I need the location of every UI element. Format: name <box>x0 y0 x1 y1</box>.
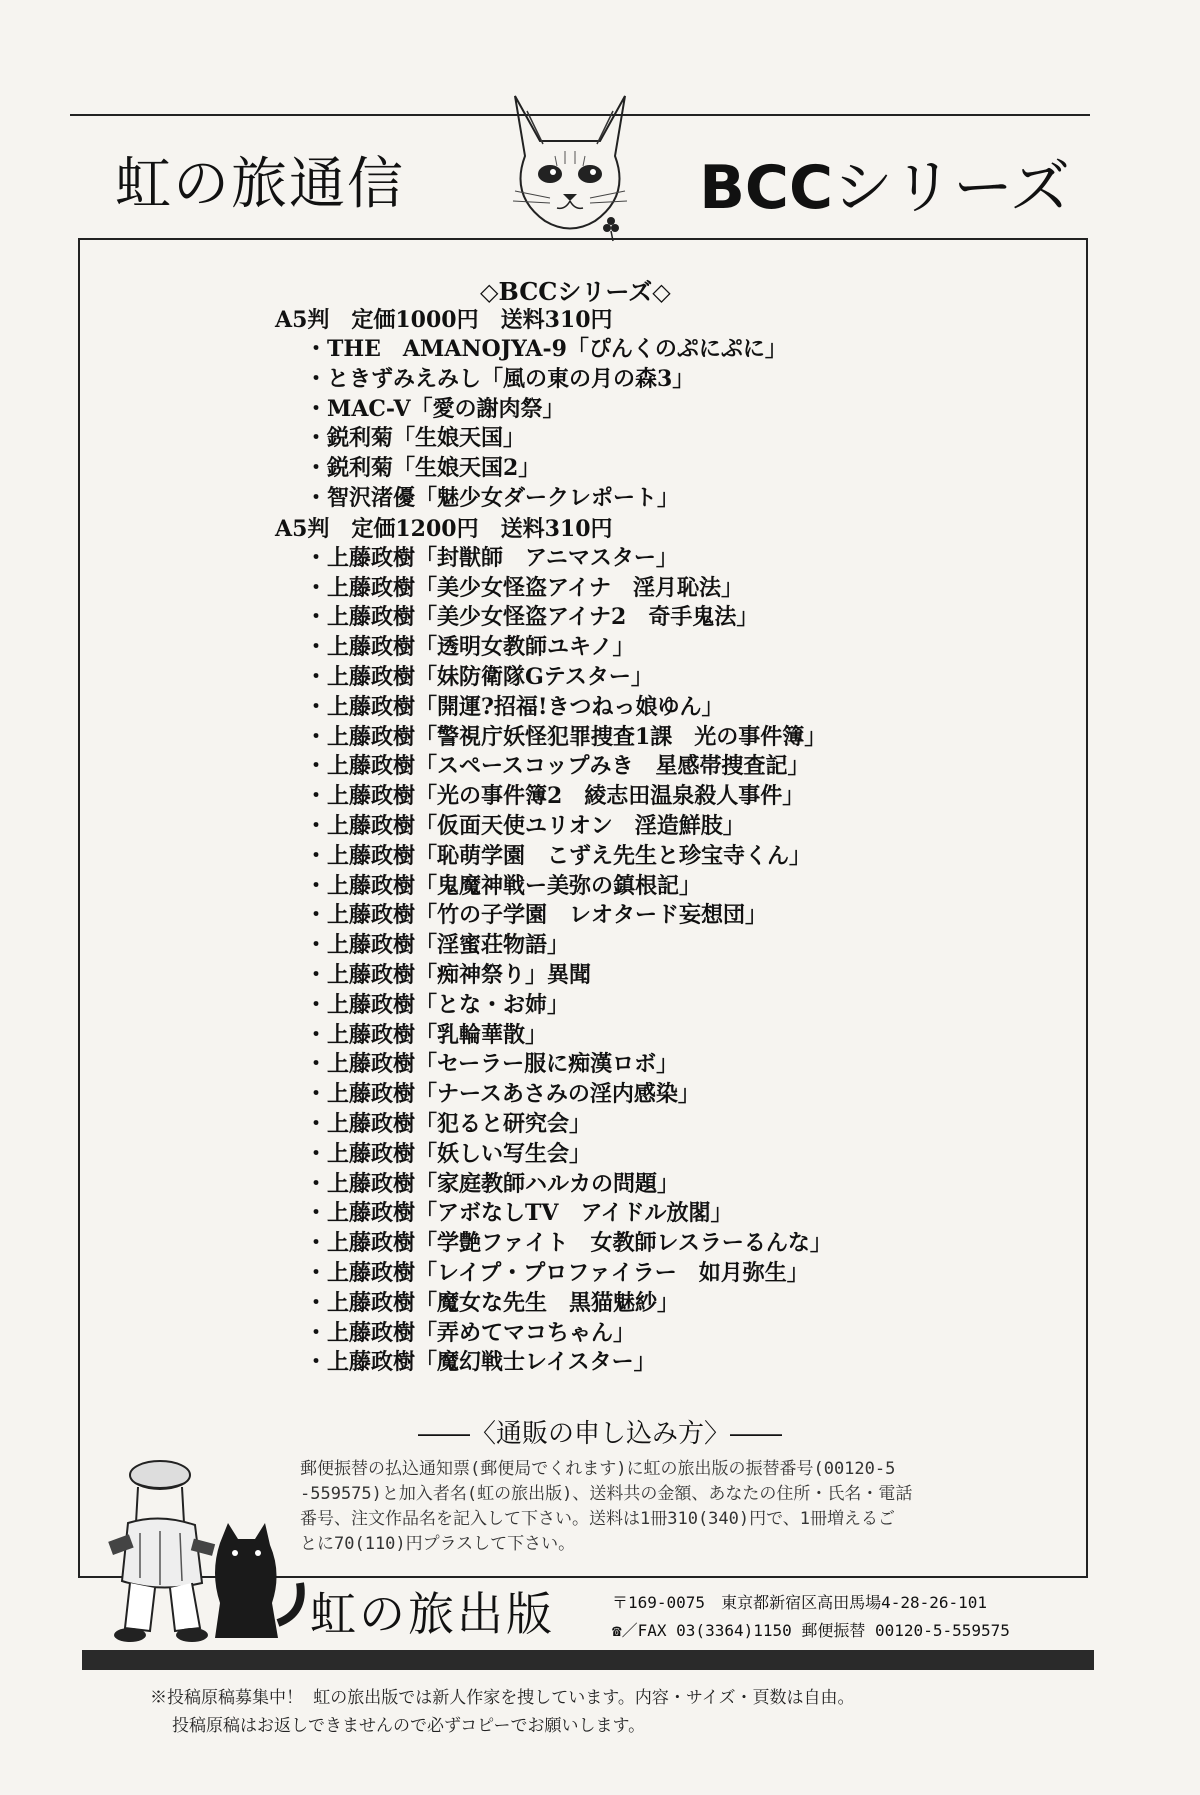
publisher-address: 〒169-0075 東京都新宿区高田馬場4-28-26-101 <box>612 1593 988 1612</box>
catalog-list <box>275 305 832 1378</box>
notice-line: ※投稿原稿募集中！ 虹の旅出版では新人作家を捜しています。内容・サイズ・頁数は自由。 <box>150 1688 855 1708</box>
submission-notice <box>150 1684 855 1740</box>
series-header-latin: BCC <box>699 153 833 223</box>
list-item: ・上藤政樹「魔幻戦士レイスター」 <box>305 1349 656 1376</box>
list-item: ・上藤政樹「鬼魔神戦ー美弥の鎮根記」 <box>305 872 702 899</box>
list-item: ・上藤政樹「スペースコップみき 星感帯捜査記」 <box>305 753 810 780</box>
list-item: ・上藤政樹「とな・お姉」 <box>305 991 570 1018</box>
order-line: とに70(110)円プラスして下さい。 <box>300 1534 576 1554</box>
list-item: ・上藤政樹「透明女教師ユキノ」 <box>305 634 635 661</box>
price-group <box>275 514 832 1378</box>
list-item: ・上藤政樹「警視庁妖怪犯罪捜査1課 光の事件簿」 <box>305 723 827 750</box>
list-item: ・上藤政樹「ナースあさみの淫内感染」 <box>305 1081 700 1108</box>
list-item: ・上藤政樹「仮面天使ユリオン 淫造鮮肢」 <box>305 812 745 839</box>
list-item: ・上藤政樹「開運?招福!きつねっ娘ゆん」 <box>305 693 724 720</box>
order-line: 番号、注文作品名を記入して下さい。送料は1冊310(340)円で、1冊増えるご <box>300 1509 896 1529</box>
price-line: A5判 定価1200円 送料310円 <box>275 515 613 542</box>
order-line: 郵便振替の払込通知票(郵便局でくれます)に虹の旅出版の振替番号(00120-5 <box>300 1459 896 1479</box>
list-item: ・上藤政樹「美少女怪盗アイナ2 奇手鬼法」 <box>305 604 759 631</box>
list-item: ・上藤政樹「学艶ファイト 女教師レスラーるんな」 <box>305 1230 832 1257</box>
newsletter-title: 虹の旅通信 <box>115 152 405 217</box>
list-item: ・上藤政樹「犯ると研究会」 <box>305 1110 592 1137</box>
list-item: ・上藤政樹「家庭教師ハルカの問題」 <box>305 1170 680 1197</box>
cat-face-icon <box>495 86 645 246</box>
list-item: ・上藤政樹「恥萌学園 こずえ先生と珍宝寺くん」 <box>305 842 812 869</box>
list-item: ・上藤政樹「淫蜜荘物語」 <box>305 932 570 959</box>
list-item: ・上藤政樹「弄めてマコちゃん」 <box>305 1319 636 1346</box>
list-item: ・上藤政樹「レイプ・プロファイラー 如月弥生」 <box>305 1259 809 1286</box>
bottom-bar <box>82 1650 1094 1670</box>
list-item: ・上藤政樹「光の事件簿2 綾志田温泉殺人事件」 <box>305 783 805 810</box>
list-item: ・上藤政樹「アボなしTV アイドル放閣」 <box>305 1200 733 1227</box>
list-item: ・ときずみえみし「風の東の月の森3」 <box>305 365 695 392</box>
series-header <box>699 140 1070 226</box>
list-item: ・上藤政樹「封獣師 アニマスター」 <box>305 544 678 571</box>
series-title: ◇BCCシリーズ◇ <box>480 277 671 306</box>
order-line: -559575)と加入者名(虹の旅出版)、送料共の金額、あなたの住所・氏名・電話 <box>300 1484 913 1504</box>
list-item: ・THE AMANOJYA-9「ぴんくのぷにぷに」 <box>305 336 787 362</box>
list-item: ・鋭利菊「生娘天国2」 <box>305 455 541 482</box>
list-item: ・上藤政樹「妹防衛隊Gテスター」 <box>305 663 653 690</box>
order-instructions <box>300 1457 1060 1557</box>
list-item: ・上藤政樹「セーラー服に痴漢ロボ」 <box>305 1051 679 1078</box>
list-item: ・上藤政樹「魔女な先生 黒猫魅紗」 <box>305 1289 680 1316</box>
list-item: ・上藤政樹「痴神祭り」異聞 <box>305 961 592 988</box>
publisher-name: 虹の旅出版 <box>310 1587 555 1641</box>
list-item: ・MAC-V「愛の謝肉祭」 <box>305 395 565 422</box>
publisher-contact: ☎／FAX 03(3364)1150 郵便振替 00120-5-559575 <box>612 1621 1010 1640</box>
list-item: ・上藤政樹「美少女怪盗アイナ 淫月恥法」 <box>305 574 744 601</box>
price-line: A5判 定価1000円 送料310円 <box>275 307 613 333</box>
order-heading: ――〈通販の申し込み方〉―― <box>418 1419 783 1449</box>
list-item: ・上藤政樹「乳輪華散」 <box>305 1021 548 1048</box>
series-header-kana: シリーズ <box>833 153 1070 223</box>
list-item: ・智沢渚優「魅少女ダークレポート」 <box>305 484 680 511</box>
price-group <box>275 305 832 514</box>
notice-line: 投稿原稿はお返しできませんので必ずコピーでお願いします。 <box>172 1716 646 1736</box>
list-item: ・上藤政樹「妖しい写生会」 <box>305 1140 592 1167</box>
list-item: ・上藤政樹「竹の子学園 レオタード妄想団」 <box>305 902 768 929</box>
list-item: ・鋭利菊「生娘天国」 <box>305 425 526 452</box>
boy-and-cat-illustration-icon <box>100 1453 330 1653</box>
